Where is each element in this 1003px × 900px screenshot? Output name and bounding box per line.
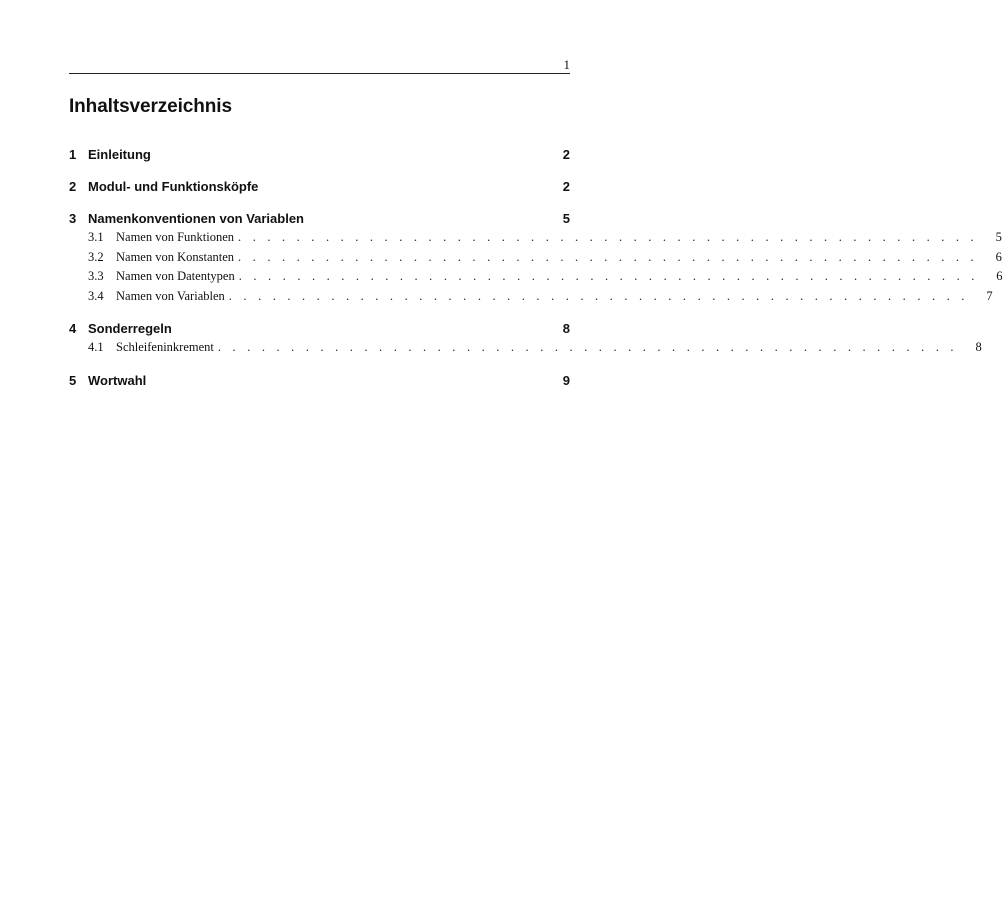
section-title: Namen von Datentypen [116,269,235,283]
section-page: 6 [995,249,1002,264]
toc-section[interactable] [69,267,1003,287]
chapter-number: 1 [69,147,77,162]
dot-leader: . . . . . . . . . . . . . . . . . . . . . . . . . . . . . . . . . . . . . . . . . . . . . . . . . . . [228,288,969,303]
section-page: 7 [986,288,993,303]
section-page: 8 [975,340,982,354]
header-rule [69,73,570,74]
spacer [69,358,570,372]
dot-leader: . . . . . . . . . . . . . . . . . . . . . . . . . . . . . . . . . . . . . . . . . . . . . . . . . . . [238,269,979,283]
section-number: 3.1 [88,230,104,244]
toc-section[interactable] [69,338,982,358]
spacer [69,306,570,320]
chapter-page: 8 [562,321,570,336]
toc-chapter[interactable] [69,320,570,338]
chapter-page: 2 [562,179,570,194]
section-page: 5 [995,230,1002,244]
toc-chapter[interactable] [69,178,570,196]
toc-section[interactable] [69,228,1002,248]
toc-chapter[interactable] [69,372,570,390]
section-title: Schleifeninkrement [116,340,214,354]
toc-chapter[interactable] [69,210,570,228]
toc-title: Inhaltsverzeichnis [69,96,232,117]
chapter-title: Namenkonventionen von Variablen [88,211,304,226]
chapter-title: Modul- und Funktionsköpfe [88,179,259,194]
chapter-number: 3 [69,211,77,226]
section-number: 3.3 [88,269,104,283]
chapter-number: 5 [69,372,77,388]
section-title: Namen von Variablen [116,288,225,303]
section-number: 4.1 [88,340,104,354]
chapter-page: 2 [562,147,570,162]
chapter-page: 9 [562,372,570,388]
spacer [69,164,570,178]
section-title: Namen von Konstanten [116,249,235,264]
toc-section[interactable] [69,287,993,307]
chapter-title: Wortwahl [88,372,147,388]
chapter-title: Einleitung [88,147,151,162]
toc-chapter[interactable] [69,146,570,164]
section-number: 3.4 [88,288,104,303]
chapter-number: 2 [69,179,77,194]
dot-leader: . . . . . . . . . . . . . . . . . . . . . . . . . . . . . . . . . . . . . . . . . . . . . . . . . . . [217,340,958,354]
section-number: 3.2 [88,249,104,264]
section-page: 6 [996,269,1003,283]
dot-leader: . . . . . . . . . . . . . . . . . . . . . . . . . . . . . . . . . . . . . . . . . . . . . . . . . . . [238,230,978,244]
table-of-contents [69,146,1003,390]
chapter-title: Sonderregeln [88,321,172,336]
section-title: Namen von Funktionen [116,230,235,244]
dot-leader: . . . . . . . . . . . . . . . . . . . . . . . . . . . . . . . . . . . . . . . . . . . . . . . . . . . [238,249,978,264]
toc-section[interactable] [69,248,1002,268]
page-number: 1 [563,57,570,72]
spacer [69,196,570,210]
chapter-page: 5 [562,211,570,226]
chapter-number: 4 [69,321,77,336]
